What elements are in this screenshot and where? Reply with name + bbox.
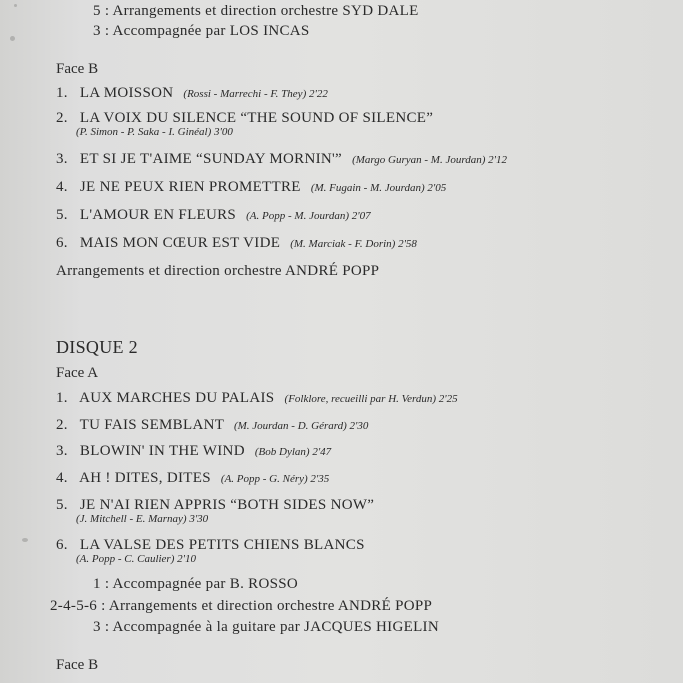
track-credit: (M. Marciak - F. Dorin) 2'58	[290, 238, 417, 250]
paper-speck	[10, 36, 15, 41]
track-credit: (Rossi - Marrechi - F. They) 2'22	[183, 88, 328, 100]
track-title: BLOWIN' IN THE WIND	[79, 443, 245, 459]
track-credit: (Folklore, recueilli par H. Verdun) 2'25	[284, 393, 458, 405]
track-number: 2.	[56, 110, 68, 126]
track-number: 5.	[56, 497, 68, 513]
top-note-2: 3 : Accompagnée par LOS INCAS	[93, 23, 310, 39]
track-credit: (M. Jourdan - D. Gérard) 2'30	[233, 420, 369, 432]
track-credit: (P. Simon - P. Saka - I. Ginéal) 3'00	[76, 126, 233, 138]
arrangement-note: Arrangements et direction orchestre ANDRÉ POPP	[56, 263, 380, 279]
accompaniment-note: 1 : Accompagnée par B. ROSSO	[93, 576, 299, 592]
track-number: 2.	[56, 417, 68, 433]
track-credit: (Bob Dylan) 2'47	[254, 446, 332, 458]
paper-speck	[14, 4, 17, 7]
face-b-label: Face B	[56, 657, 99, 673]
track-row	[56, 84, 328, 103]
face-a-label: Face A	[56, 365, 99, 381]
guitar-note: 3 : Accompagnée à la guitare par JACQUES HIGELIN	[93, 619, 439, 635]
track-title: LA VOIX DU SILENCE “THE SOUND OF SILENCE”	[79, 110, 434, 126]
track-row	[56, 150, 507, 169]
paper-speck	[22, 538, 28, 542]
track-credit: (A. Popp - M. Jourdan) 2'07	[246, 210, 371, 222]
track-row	[56, 178, 446, 197]
track-row	[56, 109, 433, 127]
track-title: AH ! DITES, DITES	[79, 470, 211, 486]
track-title: JE N'AI RIEN APPRIS “BOTH SIDES NOW”	[79, 497, 375, 513]
track-title: TU FAIS SEMBLANT	[79, 417, 224, 433]
track-row	[56, 536, 365, 554]
track-number: 6.	[56, 235, 68, 251]
track-number: 1.	[56, 85, 68, 101]
track-row	[56, 469, 329, 488]
track-title: MAIS MON CŒUR EST VIDE	[79, 235, 281, 251]
track-credit: (M. Fugain - M. Jourdan) 2'05	[310, 182, 447, 194]
track-number: 3.	[56, 151, 68, 167]
track-title: ET SI JE T'AIME “SUNDAY MORNIN'”	[79, 151, 343, 167]
track-row	[56, 416, 368, 435]
track-number: 4.	[56, 470, 68, 486]
disque-2-heading: DISQUE 2	[56, 337, 138, 357]
track-title: JE NE PEUX RIEN PROMETTRE	[79, 179, 301, 195]
track-row	[56, 234, 417, 253]
track-row	[56, 442, 331, 461]
track-title: LA VALSE DES PETITS CHIENS BLANCS	[79, 537, 365, 553]
track-number: 6.	[56, 537, 68, 553]
track-credit: (Margo Guryan - M. Jourdan) 2'12	[352, 154, 507, 166]
track-credit: (J. Mitchell - E. Marnay) 3'30	[76, 513, 209, 525]
track-row	[56, 389, 458, 408]
track-credit: (A. Popp - C. Caulier) 2'10	[76, 553, 196, 565]
track-row	[56, 206, 371, 225]
track-number: 4.	[56, 179, 68, 195]
track-row	[56, 496, 374, 514]
track-number: 1.	[56, 390, 68, 406]
face-b-label: Face B	[56, 61, 99, 77]
top-note-1: 5 : Arrangements et direction orchestre SYD DALE	[93, 3, 419, 19]
track-number: 3.	[56, 443, 68, 459]
track-number: 5.	[56, 207, 68, 223]
track-credit: (A. Popp - G. Néry) 2'35	[220, 473, 330, 485]
track-title: AUX MARCHES DU PALAIS	[79, 390, 275, 406]
track-title: LA MOISSON	[79, 85, 174, 101]
track-title: L'AMOUR EN FLEURS	[79, 207, 237, 223]
arrangement-note: 2-4-5-6 : Arrangements et direction orchestre ANDRÉ POPP	[50, 598, 433, 614]
